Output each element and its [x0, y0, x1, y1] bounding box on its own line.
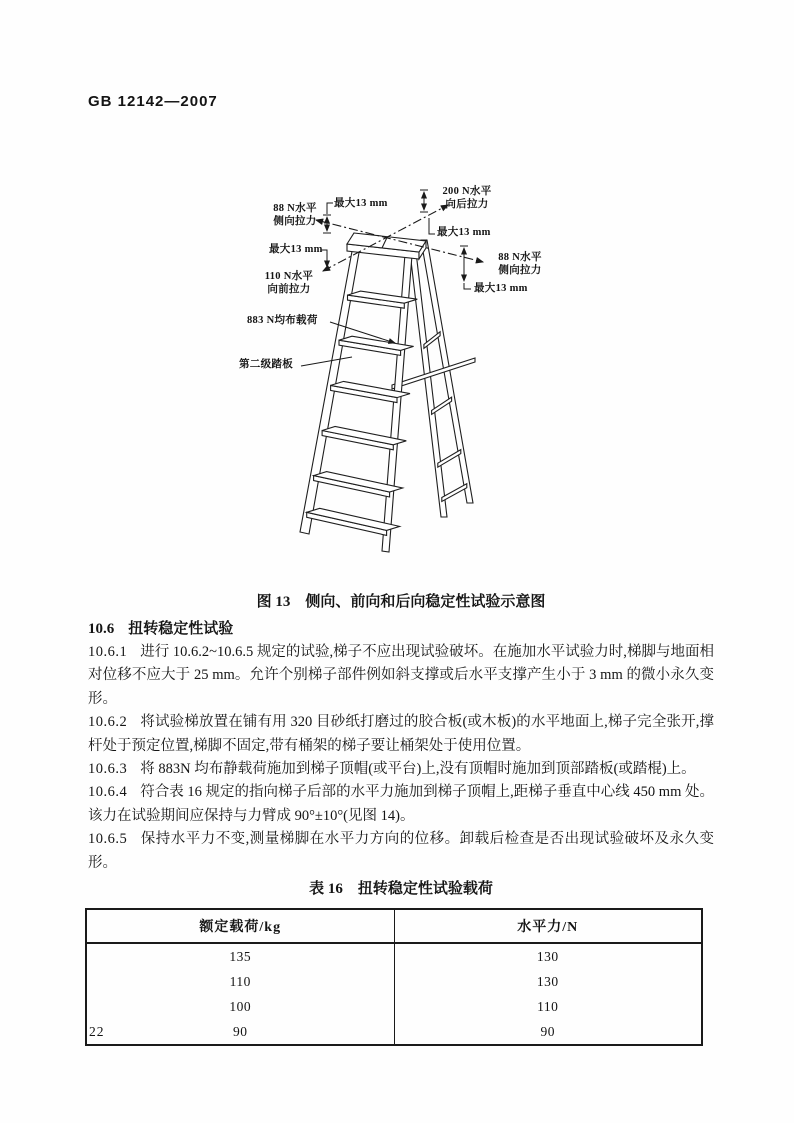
section-heading [88, 618, 714, 641]
table-16-loads [85, 908, 703, 1046]
label-back-pull: 200 N水平 向后拉力 [442, 186, 492, 210]
label-tread: 第二级踏板 [239, 359, 293, 370]
label-max13-top-left: 最大13 mm [334, 198, 388, 209]
table-row: 100 110 [86, 994, 702, 1019]
clause-10-6-1: 10.6.1 进行 10.6.2~10.6.5 规定的试验,梯子不应出现试验破坏。在施加水平试验力时,梯脚与地面相对位移不应大于 25 mm。允许个别梯子部件例如斜支撑或后水平支撑产生小于 3 mm 的微小永久变形。 [88, 644, 714, 707]
page-number: 22 [89, 1024, 105, 1039]
table-row: 90 90 [86, 1019, 702, 1045]
column-header: 额定载荷/kg [86, 909, 394, 943]
label-side-pull-left: 88 N水平 侧向拉力 [273, 203, 317, 227]
label-max13-left: 最大13 mm [269, 244, 323, 255]
text-content [88, 591, 714, 1046]
standard-number: GB 12142—2007 [88, 93, 218, 110]
ladder-diagram [230, 170, 590, 582]
label-distributed-load: 883 N均布载荷 [247, 315, 318, 326]
clause-10-6-4: 10.6.4 符合表 16 规定的指向梯子后部的水平力施加到梯子顶帽上,距梯子垂直中心线 450 mm 处。该力在试验期间应保持与力臂成 90°±10°(见图 14)。 [88, 784, 714, 824]
spreader-bar [392, 358, 475, 389]
section-number: 10.6 [88, 621, 115, 637]
label-max13-right-upper: 最大13 mm [437, 227, 491, 238]
clause-10-6-5: 10.6.5 保持水平力不变,测量梯脚在水平力方向的位移。卸载后检查是否出现试验破坏及永久变形。 [88, 831, 714, 871]
label-max13-right-lower: 最大13 mm [474, 283, 528, 294]
table-row: 110 130 [86, 969, 702, 994]
figure-caption: 图 13 侧向、前向和后向稳定性试验示意图 [256, 594, 546, 610]
figure-13 [230, 170, 590, 582]
clause-10-6-3: 10.6.3 将 883N 均布静载荷施加到梯子顶帽(或平台)上,没有顶帽时施加到顶部踏板(或踏棍)上。 [88, 761, 696, 778]
label-side-pull-right: 88 N水平 侧向拉力 [498, 252, 542, 276]
column-header: 水平力/N [394, 909, 702, 943]
table-row: 135 130 [86, 943, 702, 969]
table-header-row [86, 909, 702, 943]
table-caption: 表 16 扭转稳定性试验载荷 [309, 881, 493, 898]
clause-10-6-2: 10.6.2 将试验梯放置在铺有用 320 目砂纸打磨过的胶合板(或木板)的水平地面上,梯子完全张开,撑杆处于预定位置,梯脚不固定,带有桶架的梯子要让桶架处于使用位置。 [88, 714, 714, 754]
label-front-pull: 110 N水平 向前拉力 [264, 271, 314, 295]
section-title: 扭转稳定性试验 [128, 621, 234, 637]
